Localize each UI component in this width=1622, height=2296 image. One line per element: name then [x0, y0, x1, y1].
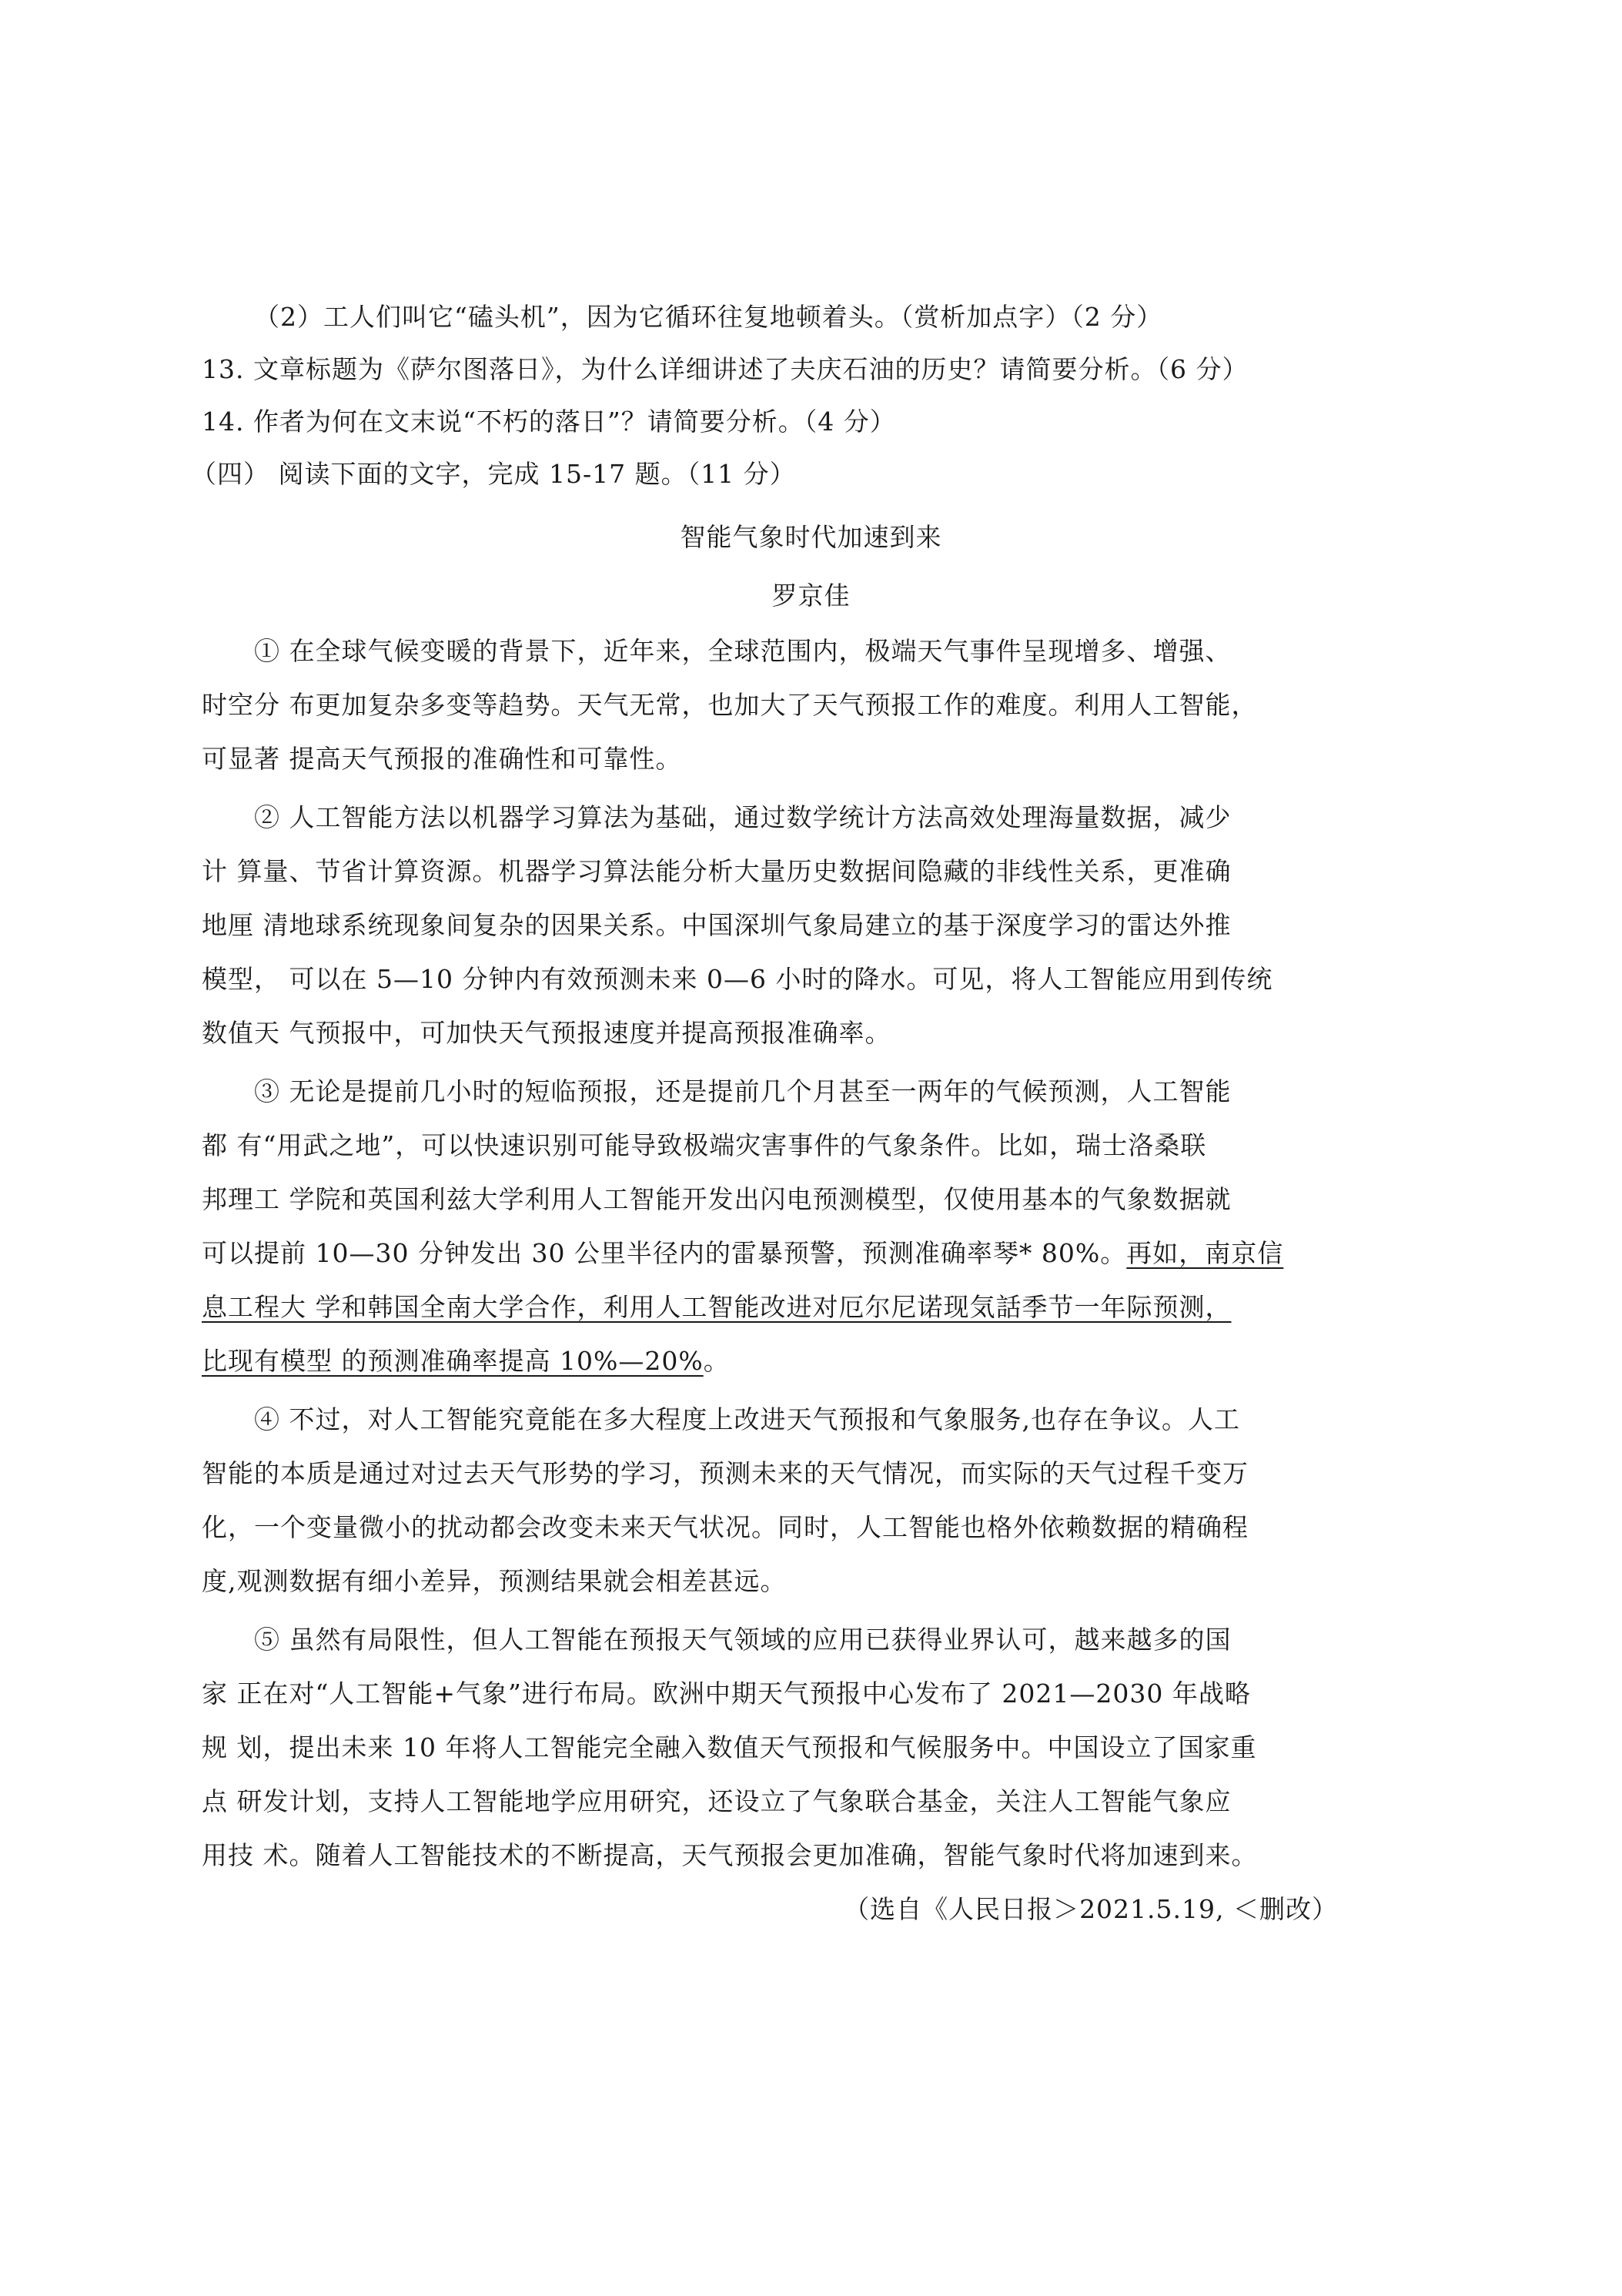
paragraph-line: 邦理工 学院和英国利兹大学利用人工智能开发出闪电预测模型，仅使用基本的气象数据就: [202, 1184, 1232, 1214]
paragraph-line: 数值天 气预报中，可加快天气预报速度并提高预报准确率。: [202, 1018, 891, 1048]
paragraph-line: 点 研发计划，支持人工智能地学应用研究，还设立了气象联合基金，关注人工智能气象应: [202, 1786, 1232, 1816]
question-14: 14. 作者为何在文末说“不朽的落日”？请简要分析。（4 分）: [202, 407, 896, 437]
question-12-2: （2）工人们叫它“磕头机”，因为它循环往复地顿着头。（赏析加点字）（2 分）: [254, 302, 1163, 332]
underlined-text: 息工程大 学和韩国全南大学合作，利用人工智能改进对厄尔尼诺现気話季节一年际预测，: [202, 1292, 1232, 1322]
section-4-heading: （四） 阅读下面的文字，完成 15-17 题。（11 分）: [191, 459, 796, 489]
source-citation: （选自《人民日报＞2021.5.19, ＜删改）: [844, 1894, 1338, 1924]
paragraph-line: 可显著 提高天气预报的准确性和可靠性。: [202, 744, 682, 774]
paragraph-line: ④ 不过，对人工智能究竟能在多大程度上改进天气预报和气象服务,也存在争议。人工: [254, 1404, 1240, 1434]
paragraph-line: [202, 1233, 1356, 1274]
underlined-text: 再如，南京信: [1126, 1238, 1284, 1268]
question-13: 13. 文章标题为《萨尔图落日》，为什么详细讲述了夫庆石油的历史？请简要分析。（6 分）: [202, 354, 1249, 384]
paragraph-line: 智能的本质是通过对过去天气形势的学习，预测未来的天气情况，而实际的天气过程千变万: [202, 1458, 1249, 1488]
paragraph-line: ① 在全球气候变暖的背景下，近年来，全球范围内，极端天气事件呈现增多、增强、: [254, 636, 1232, 666]
paragraph-line: [202, 1287, 1356, 1327]
paragraph-line: 度,观测数据有细小差异，预测结果就会相差甚远。: [202, 1566, 787, 1596]
paragraph-line: ③ 无论是提前几小时的短临预报，还是提前几个月甚至一两年的气候预测，人工智能: [254, 1076, 1232, 1106]
paragraph-line: ⑤ 虽然有局限性，但人工智能在预报天气领域的应用已获得业界认可，越来越多的国: [254, 1625, 1232, 1655]
paragraph-line: 化，一个变量微小的扰动都会改变未来天气状况。同时，人工智能也格外依赖数据的精确程: [202, 1512, 1249, 1542]
underlined-text: 比现有模型 的预测准确率提高 10%—20%: [202, 1346, 704, 1376]
paragraph-line: 计 算量、节省计算资源。机器学习算法能分析大量历史数据间隐藏的非线性关系，更准确: [202, 856, 1232, 886]
paragraph-line: [202, 1341, 1356, 1381]
paragraph-line: 用技 术。随着人工智能技术的不断提高，天气预报会更加准确，智能气象时代将加速到来。: [202, 1840, 1258, 1870]
plain-text: 。: [703, 1346, 730, 1376]
paragraph-line: 都 有“用武之地”，可以快速识别可能导致极端灾害事件的气象条件。比如，瑞士洛桑联: [202, 1130, 1207, 1160]
plain-text: 可以提前 10—30 分钟发出 30 公里半径内的雷暴预警，预测准确率琴* 80%。: [202, 1238, 1127, 1268]
article-author: 罗京佳: [771, 581, 851, 611]
article-title: 智能气象时代加速到来: [680, 522, 942, 552]
paragraph-line: 地厘 清地球系统现象间复杂的因果关系。中国深圳气象局建立的基于深度学习的雷达外推: [202, 910, 1232, 940]
paragraph-line: ② 人工智能方法以机器学习算法为基础，通过数学统计方法高效处理海量数据，减少: [254, 802, 1232, 832]
paragraph-line: 模型， 可以在 5—10 分钟内有效预测未来 0—6 小时的降水。可见，将人工智能应用到传统: [202, 964, 1273, 994]
paragraph-line: 家 正在对“人工智能+气象”进行布局。欧洲中期天气预报中心发布了 2021—2030 年战略: [202, 1678, 1251, 1709]
paragraph-line: 时空分 布更加复杂多变等趋势。天气无常，也加大了天气预报工作的难度。利用人工智能，: [202, 690, 1258, 720]
paragraph-line: 规 划，提出未来 10 年将人工智能完全融入数值天气预报和气候服务中。中国设立了国家重: [202, 1732, 1257, 1762]
